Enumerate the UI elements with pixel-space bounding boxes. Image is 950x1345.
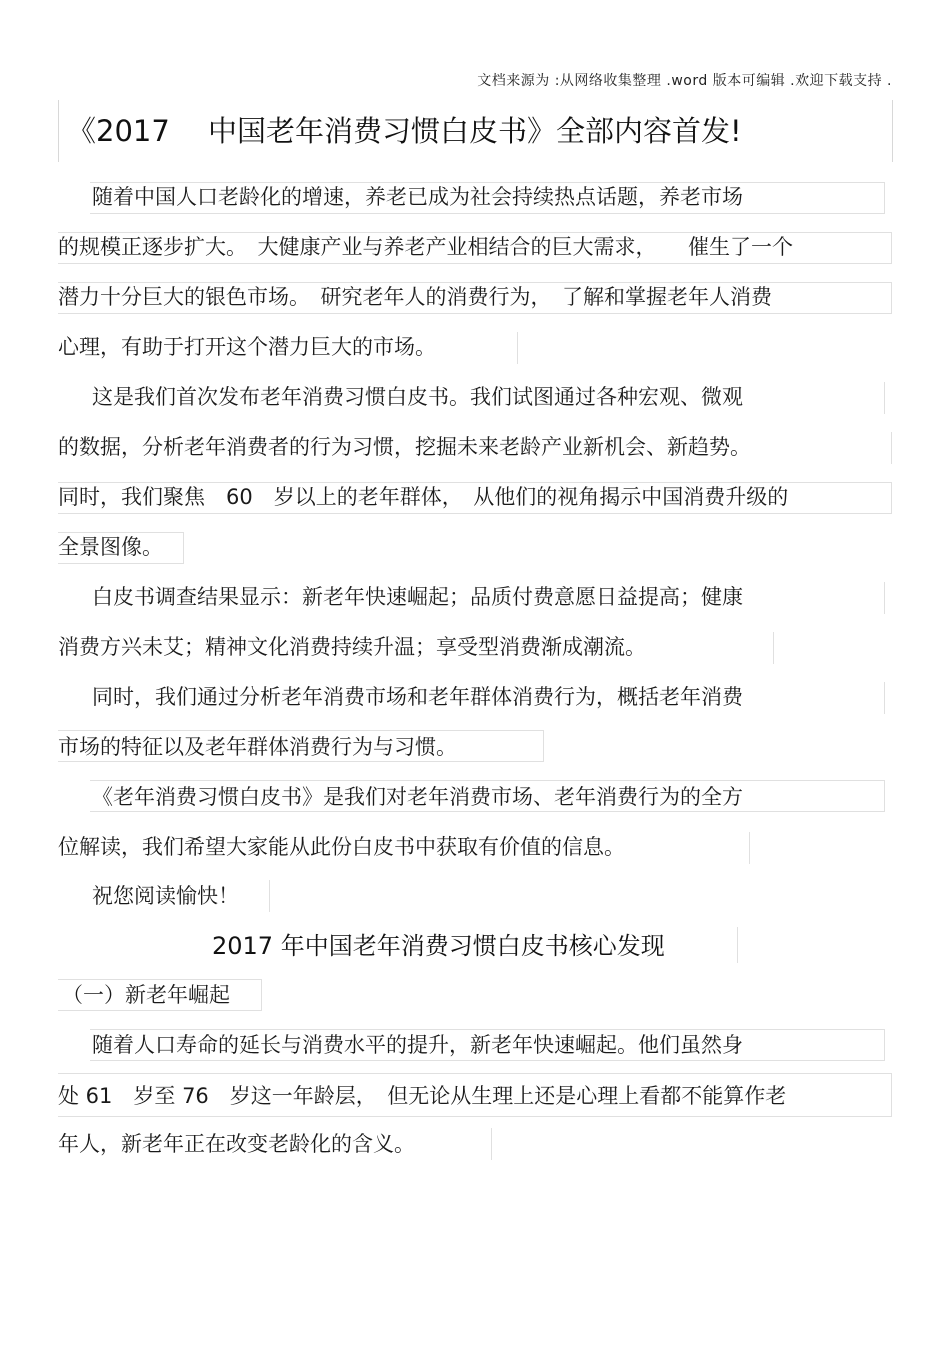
paragraph-line: 白皮书调查结果显示：新老年快速崛起；品质付费意愿日益提高；健康 bbox=[92, 585, 743, 609]
paragraph-line: 潜力十分巨大的银色市场。 研究老年人的消费行为， 了解和掌握老年人消费 bbox=[58, 285, 772, 309]
paragraph-line: 市场的特征以及老年群体消费行为与习惯。 bbox=[58, 735, 457, 759]
paragraph-line: 随着中国人口老龄化的增速，养老已成为社会持续热点话题，养老市场 bbox=[92, 185, 743, 209]
section-title: 2017 年中国老年消费习惯白皮书核心发现 bbox=[212, 932, 665, 960]
paragraph-line: 《老年消费习惯白皮书》是我们对老年消费市场、老年消费行为的全方 bbox=[92, 785, 743, 809]
document-title: 《2017 中国老年消费习惯白皮书》全部内容首发! bbox=[58, 100, 893, 162]
paragraph-line: 全景图像。 bbox=[58, 535, 163, 559]
paragraph-line: 的规模正逐步扩大。 大健康产业与养老产业相结合的巨大需求， 催生了一个 bbox=[58, 235, 793, 259]
paragraph-line: 位解读，我们希望大家能从此份白皮书中获取有价值的信息。 bbox=[58, 835, 625, 859]
paragraph-line: 心理，有助于打开这个潜力巨大的市场。 bbox=[58, 335, 436, 359]
source-note: 文档来源为 :从网络收集整理 .word 版本可编辑 .欢迎下载支持 . bbox=[477, 73, 892, 89]
paragraph-line: 处 61 岁至 76 岁这一年龄层， 但无论从生理上还是心理上看都不能算作老 bbox=[58, 1084, 787, 1108]
paragraph-line: 同时，我们聚焦 60 岁以上的老年群体， 从他们的视角揭示中国消费升级的 bbox=[58, 485, 789, 509]
paragraph-line: 祝您阅读愉快！ bbox=[92, 884, 239, 908]
subsection-heading: （一）新老年崛起 bbox=[62, 983, 230, 1007]
paragraph-line: 的数据，分析老年消费者的行为习惯，挖掘未来老龄产业新机会、新趋势。 bbox=[58, 435, 751, 459]
paragraph-line: 这是我们首次发布老年消费习惯白皮书。我们试图通过各种宏观、微观 bbox=[92, 385, 743, 409]
paragraph-line: 同时，我们通过分析老年消费市场和老年群体消费行为，概括老年消费 bbox=[92, 685, 743, 709]
paragraph-line: 随着人口寿命的延长与消费水平的提升，新老年快速崛起。他们虽然身 bbox=[92, 1033, 743, 1057]
paragraph-line: 消费方兴未艾；精神文化消费持续升温；享受型消费渐成潮流。 bbox=[58, 635, 646, 659]
paragraph-line: 年人，新老年正在改变老龄化的含义。 bbox=[58, 1132, 415, 1156]
